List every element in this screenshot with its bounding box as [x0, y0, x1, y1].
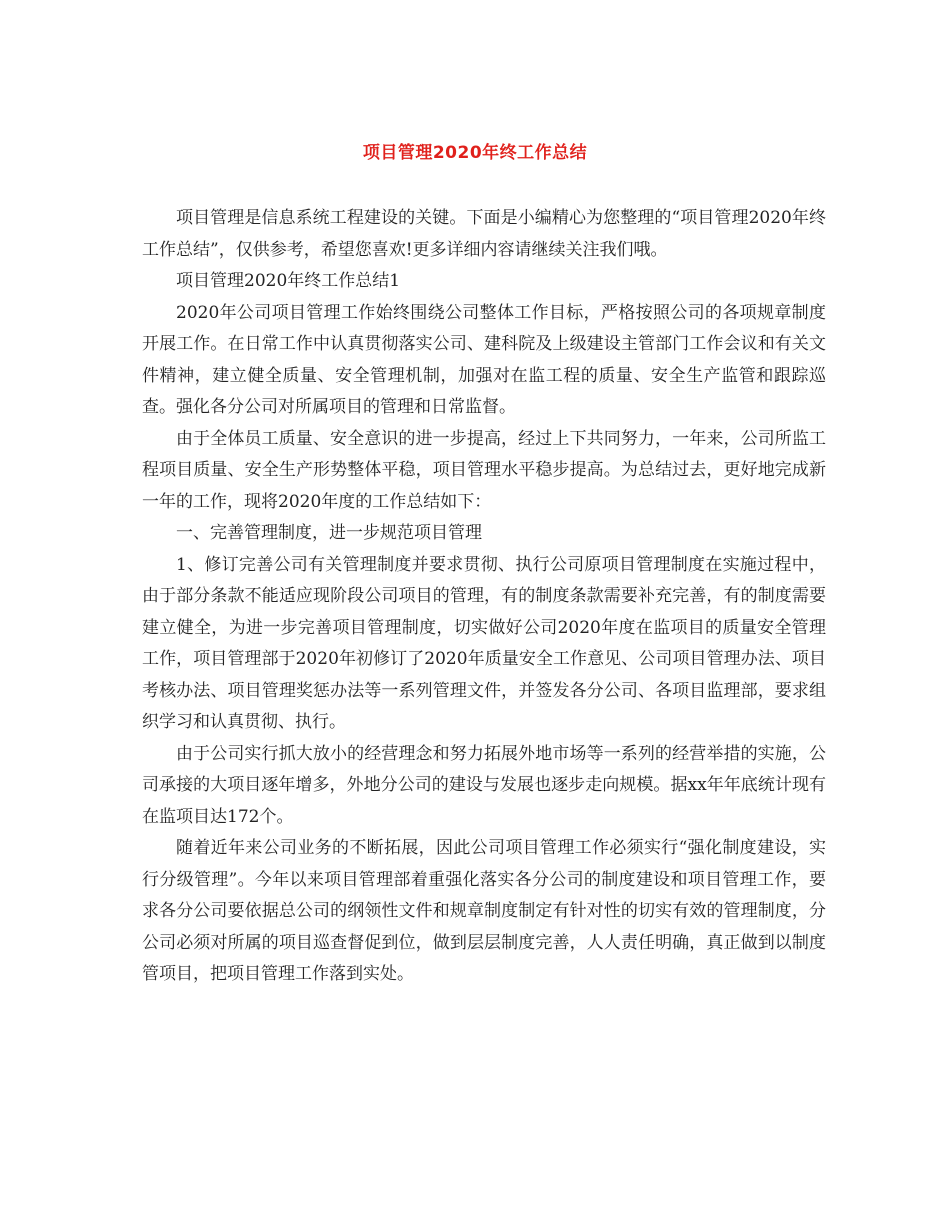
paragraph: 项目管理是信息系统工程建设的关键。下面是小编精心为您整理的“项目管理2020年终工作总结”，仅供参考，希望您喜欢!更多详细内容请继续关注我们哦。 — [142, 208, 826, 260]
paragraph: 由于全体员工质量、安全意识的进一步提高，经过上下共同努力，一年来，公司所监工程项目质量、安全生产形势整体平稳，项目管理水平稳步提高。为总结过去，更好地完成新一年的工作，现将2020年度的工作总结如下： — [142, 428, 826, 512]
section-heading: 一、完善管理制度，进一步规范项目管理 — [176, 523, 482, 543]
document-body — [142, 203, 826, 991]
paragraph: 随着近年来公司业务的不断拓展，因此公司项目管理工作必须实行“强化制度建设，实行分级管理”。今年以来项目管理部着重强化落实各分公司的制度建设和项目管理工作，要求各分公司要依据总公司的纲领性文件和规章制度制定有针对性的切实有效的管理制度，分公司必须对所属的项目巡查督促到位，做到层层制度完善，人人责任明确，真正做到以制度管项目，把项目管理工作落到实处。 — [142, 838, 826, 984]
document-title: 项目管理2020年终工作总结 — [362, 143, 588, 163]
paragraph: 2020年公司项目管理工作始终围绕公司整体工作目标，严格按照公司的各项规章制度开展工作。在日常工作中认真贯彻落实公司、建科院及上级建设主管部门工作会议和有关文件精神，建立健全质量、安全管理机制，加强对在监工程的质量、安全生产监管和跟踪巡查。强化各分公司对所属项目的管理和日常监督。 — [142, 302, 826, 417]
section-heading: 项目管理2020年终工作总结1 — [176, 271, 401, 291]
paragraph: 1、修订完善公司有关管理制度并要求贯彻、执行公司原项目管理制度在实施过程中，由于部分条款不能适应现阶段公司项目的管理，有的制度条款需要补充完善，有的制度需要建立健全，为进一步完善项目管理制度，切实做好公司2020年度在监项目的质量安全管理工作，项目管理部于2020年初修订了2020年质量安全工作意见、公司项目管理办法、项目考核办法、项目管理奖惩办法等一系列管理文件，并签发各分公司、各项目监理部，要求组织学习和认真贯彻、执行。 — [142, 554, 826, 732]
paragraph: 由于公司实行抓大放小的经营理念和努力拓展外地市场等一系列的经营举措的实施，公司承接的大项目逐年增多，外地分公司的建设与发展也逐步走向规模。据xx年年底统计现有在监项目达172个。 — [142, 743, 826, 827]
